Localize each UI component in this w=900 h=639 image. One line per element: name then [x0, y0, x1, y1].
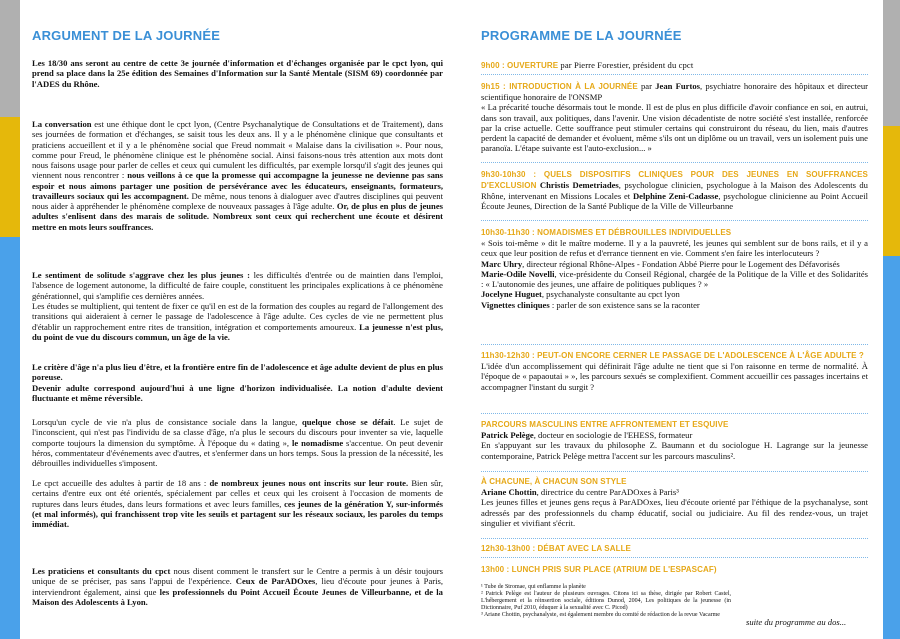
adult-horizon-text: Devenir adulte correspond aujourd'hui à une ligne d'horizon individualisée. La notion d'adulte devient fluctuante et même réversible. — [32, 383, 443, 404]
masculine-text: En s'appuyant sur les travaux du philosophe Z. Baumann et du sociologue H. Lagrange sur la jeunesse contemporaine, Patrick Pelège mettra l'accent sur les parcours masculins². — [481, 440, 868, 461]
age-criterion-paragraph — [32, 362, 443, 383]
divider — [481, 471, 868, 472]
footnote-2: ² Patrick Pelège est l'auteur de plusieurs ouvrages. Citons ici sa thèse, dirigée par Robert Castel, L'hébergement et la réinsertion sociale, éditions Dunod, 2004, Les politiques de la jeunesse (in Dictionnaire, Puf 2010, éduquer à la sexualité avec C. Picod) — [481, 591, 731, 611]
paradoxes-bold: Ceux de ParADOxes — [235, 576, 316, 587]
left-bar-gray — [0, 0, 20, 117]
speaker-role: , psychiatre honoraire des hôpitaux et directeur scientifique honoraire de l'ONSMP — [481, 81, 868, 102]
intro-text: Les 18/30 ans seront au centre de cette 3e journée d'information et d'échanges organisée par le cpct lyon, qui prend sa place dans la 25e édition des Semaines d'Information sur la Santé Mentale (SISM 69) coordonnée par l'ADES du Rhône. — [32, 58, 443, 89]
divider — [481, 413, 868, 414]
studies-bold: La jeunesse n'est plus, du point de vue du discours commun, un âge de la vie. — [32, 321, 443, 342]
session-clinical-title: 9h30-10h30 : QUELS DISPOSITIFS CLINIQUES POUR DES JEUNES EN SOUFFRANCES D'EXCLUSION — [481, 170, 868, 190]
nomadisms-quote: « Sois toi-même » dit le maître moderne. Il y a la pauvreté, les jeunes qui semblent sur de bons rails, et il y a ceux que leur position de refus et d'errance tiennent en vie. Comment s'en faire les interlocuteurs ? — [481, 238, 868, 259]
speaker-name: Vignettes cliniques — [481, 299, 550, 310]
cpct-welcome-bold: de nombreux jeunes nous ont inscrits sur leur route. — [209, 478, 409, 488]
life-cycle-paragraph — [32, 417, 443, 468]
speaker-name: Delphine Zeni-Cadasse — [632, 191, 719, 201]
session-lunch-title: 13h00 : LUNCH PRIS SUR PLACE (ATRIUM DE L'ESPASCAF) — [481, 565, 717, 574]
left-bar-yellow — [0, 117, 20, 237]
conversation-bold-2: Or, de plus en plus de jeunes adultes s'enlisent dans des marais de solitude. Nombreux sont ceux qui recherchent une écoute et désirent mettre en mots leurs souffrances. — [32, 201, 443, 232]
solitude-paragraph — [32, 270, 443, 301]
divider — [481, 74, 868, 75]
divider — [481, 220, 868, 221]
divider — [481, 538, 868, 539]
session-passage — [481, 351, 868, 392]
speaker-name: Christis Demetriades — [539, 180, 619, 190]
session-introduction-title: 9h15 : INTRODUCTION À LA JOURNÉE — [481, 82, 638, 91]
session-style-title: À CHACUNE, À CHACUN SON STYLE — [481, 477, 627, 486]
left-bar-blue — [0, 237, 20, 639]
cpct-welcome-text: Le cpct accueille des adultes à partir de 18 ans : — [32, 478, 210, 488]
solitude-text: les difficultés d'entrée ou de maintien dans l'emploi, l'absence de logement autonome, la difficulté de faire couple, constituent les principales explications à ce phénomène générationnel, qui s'amplifie ces dernières années. — [32, 270, 444, 301]
introduction-quote: « La précarité touche désormais tout le monde. Il est de plus en plus difficile d'avoir confiance en soi, en autrui, dans son travail, aux politiques, dans l'avenir. Une vision décadentiste de notre société s'est installée, renforcée par la crise actuelle. Cette souffrance peut stimuler certains qui construiront du réseau, du lien, mais d'autres perdent la capacité de demander et évoluent, même s'ils ont un diplôme ou un travail, vers un isolement puis une paranoïa. L'étape suivante est l'auto-exclusion... » — [481, 102, 868, 154]
life-cycle-text: Lorsqu'un cycle de vie n'a plus de consistance sociale dans la langue, — [32, 417, 302, 427]
speaker-role: , directeur régional Rhône-Alpes - Fondation Abbé Pierre pour le Logement des Défavorisés — [522, 258, 840, 269]
cpct-welcome-text-2: Bien sûr, certains d'entre eux ont été orientés, spécialement par celles et ceux qui les croisent à l'occasion de moments de ruptures dans leurs études, dans leurs formations et avec leurs familles, — [32, 478, 444, 509]
session-debate — [481, 544, 868, 554]
programme-title: PROGRAMME DE LA JOURNÉE — [481, 28, 682, 43]
practitioners-paragraph — [32, 566, 443, 607]
speaker-name: Marc Uhry — [481, 258, 523, 269]
style-text: Les jeunes filles et jeunes gens reçus à ParADOxes, lieu d'écoute orienté par l'éthique de la psychanalyse, sont adressés par des professionnels du champ éducatif, social ou judiciaire. Au fil des rendez-vous, un trajet singulier et vivifiant s'écrit. — [481, 497, 868, 528]
speaker-role: , vice-présidente du Conseil Régional, chargée de la Politique de la Ville et des Solidarités : « L'autonomie des jeunes, une affaire de politiques publiques ? » — [481, 268, 869, 289]
cpct-welcome-paragraph — [32, 478, 443, 529]
speaker-name: Ariane Chottin — [481, 487, 537, 497]
intro-paragraph — [32, 58, 443, 89]
session-style — [481, 477, 868, 528]
session-nomadisms — [481, 228, 868, 310]
conversation-bold: nous veillons à ce que la promesse qui accompagne la jeunesse ne devienne pas sans espoir et nous aimons partager une position de persévérance avec les éducateurs, enseignants, formateurs, travailleurs sociaux qui les accompagnent. — [32, 170, 443, 201]
speaker-name: Jocelyne Huguet — [481, 289, 542, 300]
adult-horizon-paragraph — [32, 383, 443, 404]
speaker-role: , docteur en sociologie de l'EHESS, formateur — [533, 430, 693, 440]
studies-paragraph — [32, 301, 443, 342]
conversation-lead: La conversation — [32, 119, 92, 129]
session-opening-title: 9h00 : OUVERTURE — [481, 61, 559, 70]
divider — [481, 344, 868, 345]
session-passage-title: 11h30-12h30 : PEUT-ON ENCORE CERNER LE PASSAGE DE L'ADOLESCENCE À L'ÂGE ADULTE ? — [481, 351, 864, 360]
session-clinical-devices — [481, 169, 868, 212]
session-masculine — [481, 420, 868, 461]
session-opening — [481, 60, 868, 71]
conversation-text-2: De même, nous tenons à dialoguer avec d'autres disciplines qui peuvent nous aider à appréhender le phénomène complexe de nouveaux passages à l'âge adulte. — [32, 190, 443, 211]
professionals-bold: les professionnels du Point Accueil Écoute Jeunes de Villeurbanne, et de la Maison des Adolescents à Lyon. — [32, 586, 443, 607]
life-cycle-text-2: . Le sujet de l'inconscient, qui n'est pas l'individu de sa classe d'âge, n'a plus le secours du discours pour inventer sa vie, laquelle comporte toujours la dimension du symptôme. À l'époque du « dating », — [32, 417, 443, 448]
session-debate-title: 12h30-13h00 : DÉBAT AVEC LA SALLE — [481, 544, 631, 553]
footnote-1: ¹ Tube de Stromae, qui enflamme la planète — [481, 584, 586, 590]
right-bar-blue — [883, 256, 900, 639]
speaker-role: , psychanalyste consultante au cpct lyon — [541, 289, 680, 300]
studies-text: Les études se multiplient, qui tentent de fixer ce qu'il en est de la formation des couples au regard de l'allongement des transitions qui aideraient à cerner le passage de l'adolescence à l'âge adulte. Ces cycles de vie ne permettent plus d'établir un rapprochement entre rites de transition, intégration et comportements amoureux. — [32, 301, 443, 332]
practitioners-text-2: , lieu d'écoute pour jeunes à Paris, interviendront également, ainsi que — [32, 576, 444, 597]
conversation-paragraph — [32, 119, 443, 232]
age-criterion-text: Le critère d'âge n'a plus lieu d'être, et la frontière entre fin de l'adolescence et âge adulte devient de plus en plus poreuse. — [32, 362, 443, 383]
practitioners-lead: Les praticiens et consultants du cpct — [32, 566, 171, 576]
speaker-name: Marie-Odile Novelli — [481, 268, 555, 279]
right-bar-yellow — [883, 126, 900, 256]
divider — [481, 557, 868, 558]
speaker-name: Jean Furtos — [655, 81, 700, 91]
generation-y-bold: ces jeunes de la génération Y, sur-informés (et mal informés), qui franchissent trop vite les seuils et partagent sur les réseaux sociaux, les paroles du temps immédiat. — [32, 498, 443, 529]
conversation-text: est une éthique dont le cpct lyon, (Centre Psychanalytique de Consultations et de Traitement), dans ses journées de formation et d'échanges, se saisit tous les deux ans. Il y a le phénomène clinique que consultants et praticiens accueillent et il y a le phénomène social que Freud nommait « Malaise dans la civilisation ». Pour nous, comme pour Freud, le phénomène clinique est le phénomène social. Ainsi faisons-nous très attention aux mots dont nous faisons usage pour parler de celles et ceux qui cumulent les difficultés, par exemple lorsqu'il s'agit des jeunes qui viennent nous rencontrer : — [32, 119, 443, 181]
speaker-name: Patrick Pelège — [481, 430, 534, 440]
footnotes — [481, 584, 731, 619]
speaker-role: : parler de son existence sans se la raconter — [549, 299, 700, 310]
nomadism-bold: le nomadisme — [292, 437, 344, 448]
speaker-role: , psychologue clinicien, psychologue à la Maison des Adolescents du Rhône, intervenant en Missions Locales et — [481, 180, 868, 201]
divider — [481, 162, 868, 163]
speaker-role: , psychologue clinicienne au Point Accueil Écoute Jeunes, Direction de la Santé Publique de la Ville de Villeurbanne — [481, 191, 868, 212]
session-nomadisms-title: 10h30-11h30 : NOMADISMES ET DÉBROUILLES INDIVIDUELLES — [481, 228, 732, 237]
continued-note: suite du programme au dos... — [746, 617, 847, 627]
argument-title: ARGUMENT DE LA JOURNÉE — [32, 28, 221, 43]
right-bar-gray — [883, 0, 900, 126]
life-cycle-bold: quelque chose se défait — [302, 417, 394, 427]
practitioners-text: nous disent comment le transfert sur le Centre a permis à un désir toujours unique de se préciser, pas sans l'appui de l'expérience. — [32, 566, 444, 587]
solitude-lead: Le sentiment de solitude s'aggrave chez les plus jeunes : — [32, 270, 250, 280]
passage-text: L'idée d'un accomplissement qui définirait l'âge adulte ne tient que si l'on raisonne en terme de normalité. À l'époque de « papaoutai » », les parcours sexués se complexifient. Comment accueillir ces passages incertains et accompagner l'instant du surgit ? — [481, 361, 868, 392]
speaker-role: , directrice du centre ParADOxes à Paris³ — [536, 487, 679, 497]
session-masculine-title: PARCOURS MASCULINS ENTRE AFFRONTEMENT ET ESQUIVE — [481, 420, 729, 429]
footnote-3: ³ Ariane Chottin, psychanalyste, est également membre du comité de rédaction de la revue Vacarme — [481, 612, 720, 618]
session-lunch — [481, 565, 868, 575]
session-opening-speaker: par Pierre Forestier, président du cpct — [558, 60, 694, 70]
life-cycle-text-3: s'accentue. On peut devenir héros, commentateur d'événements avec d'autres, et s'enfermer dans un hors temps. Sous la pression de la nécessité, les débrouilles individuelles s'imposent. — [32, 437, 443, 468]
session-introduction: 9h15 : INTRODUCTION À LA JOURNÉE par Jean Furtos, psychiatre honoraire des hôpitaux et directeur scientifique honoraire de l'ONSMP « La précarité touche désormais tout le monde. Il est de plus en plus difficile d'avoir confiance en soi, en autrui, dans son travail, aux politiques, dans l'avenir. Une vision décadentiste de notre société s'est installée, renforcée par la crise actuelle. Cette souffrance peut stimuler certains qui construiront du réseau, du lien, mais d'autres perdent la capacité de demander et évoluent, même s'ils ont un diplôme ou un travail, vers un isolement puis une paranoïa. L'étape suivante est l'auto-exclusion... » — [481, 81, 868, 154]
